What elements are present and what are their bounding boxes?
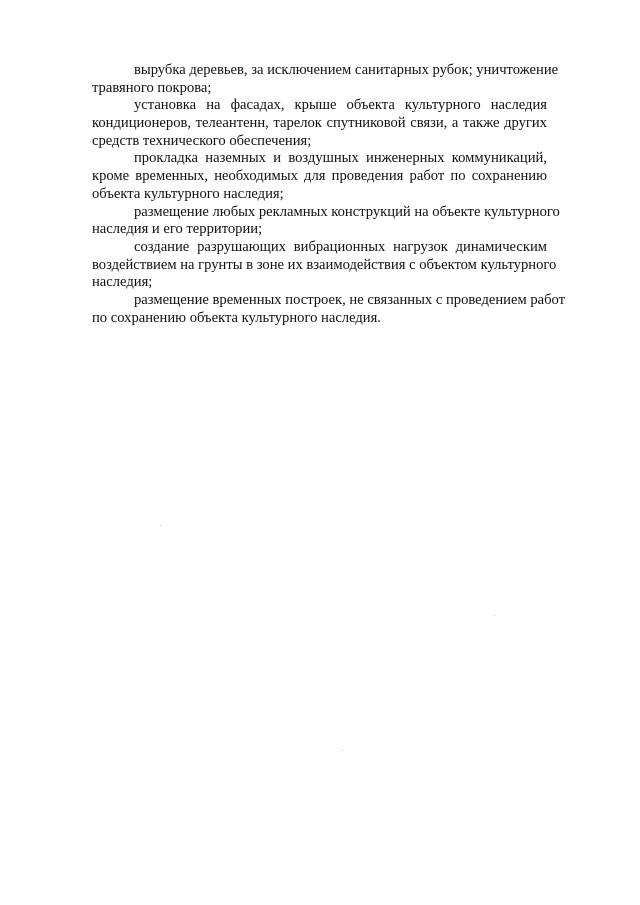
scan-speck: [494, 615, 495, 616]
paragraph: [92, 97, 547, 150]
paragraph: [92, 150, 547, 203]
paragraph-line: вырубка деревьев, за исключением санитарных рубок; уничтожение: [134, 62, 559, 78]
paragraph-line: кроме временных, необходимых для проведения работ по сохранению: [92, 168, 547, 185]
paragraph-line: установка на фасадах, крыше объекта культурного наследия: [134, 97, 547, 114]
paragraph-line: прокладка наземных и воздушных инженерных коммуникаций,: [134, 150, 547, 167]
scan-speck: [160, 525, 161, 526]
paragraph-line: кондиционеров, телеантенн, тарелок спутниковой связи, а также других: [92, 115, 547, 132]
paragraph-line: размещение любых рекламных конструкций на объекте культурного: [134, 203, 560, 220]
paragraph-line: создание разрушающих вибрационных нагрузок динамическим: [134, 238, 547, 255]
document-body: [92, 62, 566, 327]
paragraph-line: травяного покрова;: [92, 79, 212, 96]
paragraph: [92, 203, 560, 239]
paragraph-line: по сохранению объекта культурного наследия.: [92, 309, 381, 326]
scan-speck: [342, 750, 343, 751]
paragraph: [92, 238, 557, 292]
paragraph-line: размещение временных построек, не связанных с проведением работ: [134, 291, 566, 308]
paragraph-line: наследия;: [92, 274, 153, 291]
paragraph: [92, 291, 566, 327]
paragraph-line: воздействием на грунты в зоне их взаимодействия с объектом культурного: [92, 256, 557, 273]
paragraph: [92, 62, 559, 97]
paragraph-line: объекта культурного наследия;: [92, 185, 284, 202]
paragraph-line: наследия и его территории;: [92, 221, 263, 238]
paragraph-line: средств технического обеспечения;: [92, 132, 312, 149]
